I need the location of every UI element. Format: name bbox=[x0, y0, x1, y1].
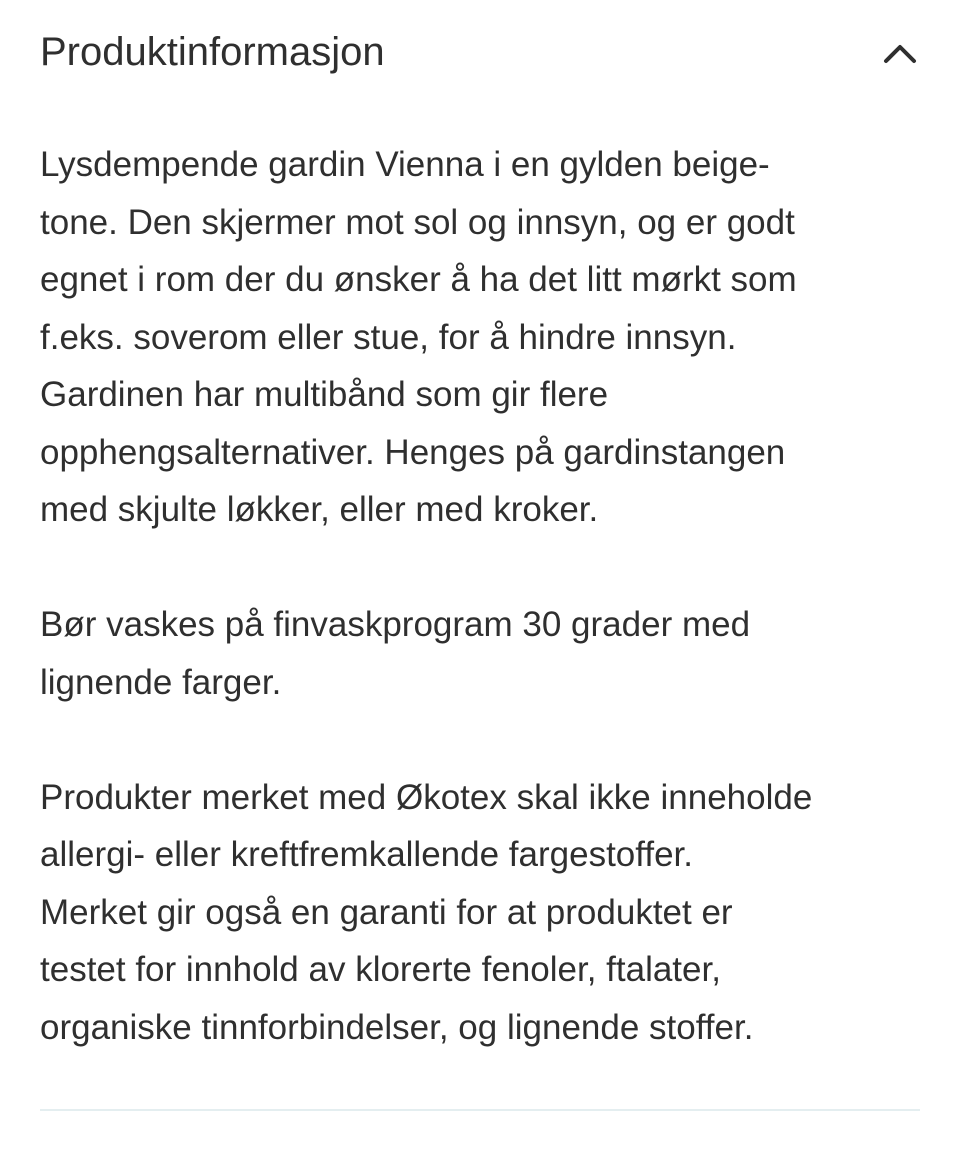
oekotex-paragraph: Produkter merket med Økotex skal ikke inneholde allergi- eller kreftfremkallende fargestoffer. Merket gir også en garanti for at produktet er testet for innhold av klorerte fenoler, ftalater, organiske tinnforbindelser, og lignende stoffer. bbox=[40, 777, 813, 1047]
accordion-content bbox=[40, 136, 925, 1056]
washing-instructions-paragraph: Bør vaskes på finvaskprogram 30 grader med lignende farger. bbox=[40, 605, 751, 702]
description-paragraph: Lysdempende gardin Vienna i en gylden beige- tone. Den skjermer mot sol og innsyn, og er godt egnet i rom der du ønsker å ha det litt mørkt som f.eks. soverom eller stue, for å hindre innsyn. Gardinen har multibånd som gir flere opphengsalternativer. Henges på gardinstangen med skjulte løkker, eller med kroker. bbox=[40, 145, 797, 529]
section-divider bbox=[40, 1109, 920, 1111]
accordion-title: Produktinformasjon bbox=[40, 30, 385, 74]
chevron-up-icon[interactable] bbox=[880, 38, 920, 68]
accordion-header[interactable] bbox=[0, 0, 960, 106]
